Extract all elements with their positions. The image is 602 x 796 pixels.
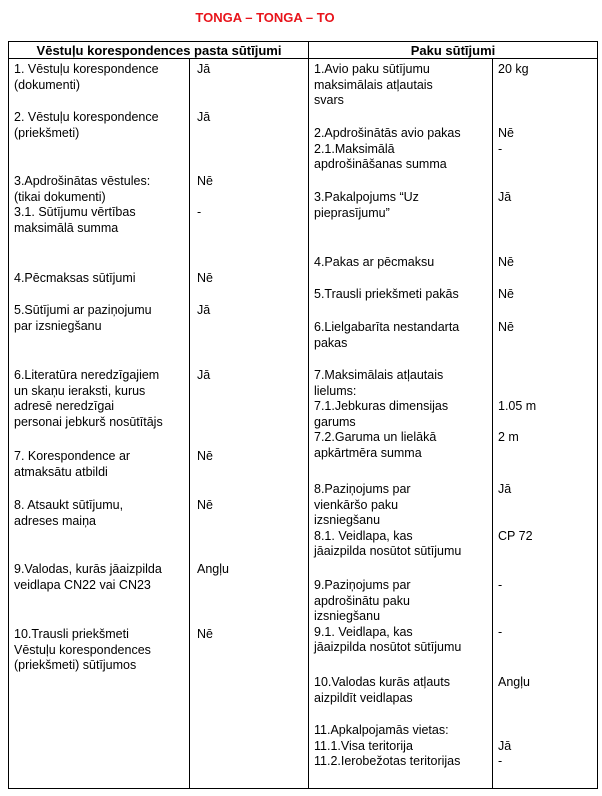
left-row-7-label: 7. Korespondence ar atmaksātu atbildi [14, 449, 131, 479]
left-row-8-value: Nē [197, 498, 213, 512]
left-row-3-label: 3.Apdrošinātas vēstules: (tikai dokumenti) 3.1. Sūtījumu vērtības maksimālā summa [14, 174, 151, 235]
left-row-9-label: 9.Valodas, kurās jāaizpilda veidlapa CN22 vai CN23 [14, 562, 162, 592]
left-row-1-label: 1. Vēstuļu korespondence (dokumenti) [14, 62, 159, 92]
left-row-10-value: Nē [197, 627, 213, 641]
right-row-4-value: Nē [498, 255, 514, 269]
right-row-3-value: Jā [498, 190, 512, 204]
left-row-2-label: 2. Vēstuļu korespondence (priekšmeti) [14, 110, 159, 140]
right-row-2-label: 2.Apdrošinātās avio pakas 2.1.Maksimālā apdrošināšanas summa [314, 126, 461, 172]
right-row-2-value: Nē - [498, 126, 514, 156]
right-row-4-label: 4.Pakas ar pēcmaksu [314, 255, 435, 269]
left-row-6-label: 6.Literatūra neredzīgajiem un skaņu ieraksti, kurus adresē neredzīgai personai jebkurš nosūtītājs [14, 368, 163, 429]
left-value-divider [189, 59, 190, 788]
page-title: TONGA – TONGA – TO [195, 10, 335, 25]
right-row-6-value: Nē [498, 320, 514, 334]
right-row-5-label: 5.Trausli priekšmeti pakās [314, 287, 459, 301]
right-row-11-value: Jā - [498, 738, 512, 769]
right-row-7-label: 7.Maksimālais atļautais lielums: 7.1.Jebkuras dimensijas garums 7.2.Garuma un lielākā apkārtmēra summa [314, 368, 449, 460]
right-row-8-label: 8.Paziņojums par vienkāršo paku izsniegšanu 8.1. Veidlapa, kas jāaizpilda nosūtot sūtījumu [314, 482, 462, 559]
left-row-5-label: 5.Sūtījumi ar paziņojumu par izsniegšanu [14, 303, 152, 333]
right-row-9-label: 9.Paziņojums par apdrošinātu paku izsniegšanu 9.1. Veidlapa, kas jāaizpilda nosūtot sūtījumu [314, 578, 462, 655]
right-row-6-label: 6.Lielgabarīta nestandarta pakas [314, 320, 460, 350]
left-row-7-value: Nē [197, 449, 213, 463]
left-row-4-label: 4.Pēcmaksas sūtījumi [14, 271, 136, 285]
right-row-10-label: 10.Valodas kurās atļauts aizpildīt veidlapas [314, 675, 450, 705]
right-row-7-value: 1.05 m 2 m [498, 399, 537, 445]
right-value-divider [492, 59, 493, 788]
left-row-6-value: Jā [197, 368, 211, 382]
left-row-9-value: Angļu [197, 562, 229, 576]
right-row-9-value: - - [498, 578, 503, 639]
center-divider [308, 42, 309, 788]
right-row-5-value: Nē [498, 287, 514, 301]
right-row-10-value: Angļu [498, 675, 530, 689]
left-row-2-value: Jā [197, 110, 211, 124]
left-row-4-value: Nē [197, 271, 213, 285]
right-row-8-value: Jā CP 72 [498, 482, 533, 543]
postal-services-table [8, 41, 598, 789]
right-row-11-label: 11.Apkalpojamās vietas: 11.1.Visa teritorija 11.2.Ierobežotas teritorijas [314, 723, 461, 769]
right-column-header: Paku sūtījumi [309, 42, 597, 59]
left-row-3-value: Nē - [197, 174, 213, 220]
left-column-header: Vēstuļu korespondences pasta sūtījumi [9, 42, 309, 59]
left-row-1-value: Jā [197, 62, 211, 76]
right-row-3-label: 3.Pakalpojums “Uz pieprasījumu” [314, 190, 419, 220]
right-row-1-label: 1.Avio paku sūtījumu maksimālais atļautais svars [314, 62, 433, 108]
left-row-5-value: Jā [197, 303, 211, 317]
left-row-10-label: 10.Trausli priekšmeti Vēstuļu korespondences (priekšmeti) sūtījumos [14, 627, 151, 673]
left-row-8-label: 8. Atsaukt sūtījumu, adreses maiņa [14, 498, 124, 528]
right-row-1-value: 20 kg [498, 62, 529, 76]
